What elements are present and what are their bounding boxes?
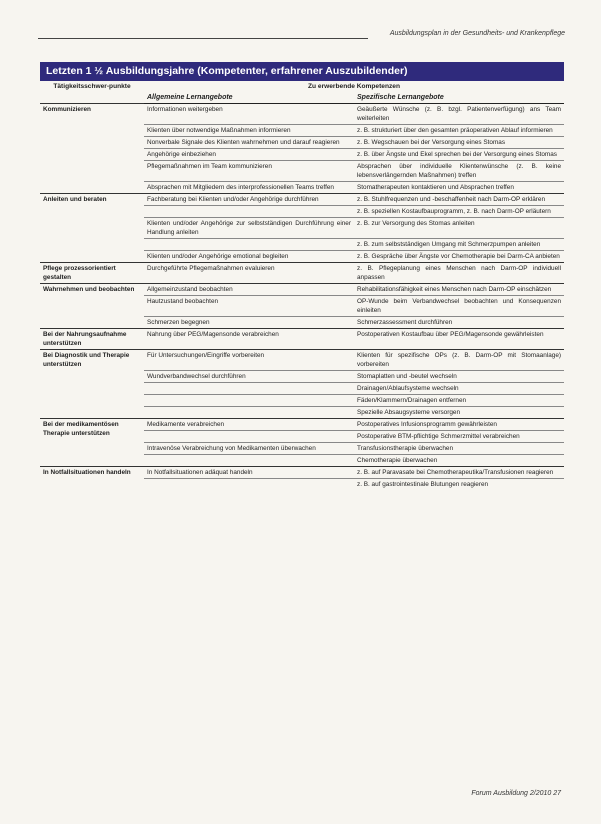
specific-offer-cell: Schmerzassessment durchführen xyxy=(354,317,564,329)
general-offer-cell: Für Untersuchungen/Eingriffe vorbereiten xyxy=(144,350,354,371)
activity-label: Bei der medikamentösen Therapie unterstützen xyxy=(40,419,144,467)
general-offer-cell xyxy=(144,407,354,419)
general-offer-cell xyxy=(144,395,354,407)
specific-offer-cell: Drainagen/Ablaufsysteme wechseln xyxy=(354,383,564,395)
specific-offer-cell: OP-Wunde beim Verbandwechsel beobachten und Konsequenzen einleiten xyxy=(354,296,564,317)
general-offer-cell: Medikamente verabreichen xyxy=(144,419,354,431)
general-offer-cell: Absprachen mit Mitgliedern des interprofessionellen Teams treffen xyxy=(144,182,354,194)
running-header: Ausbildungsplan in der Gesundheits- und Krankenpflege xyxy=(389,30,565,37)
general-offer-cell xyxy=(144,455,354,467)
activity-label: Bei der Nahrungsaufnahme unterstützen xyxy=(40,329,144,350)
activity-label: Kommunizieren xyxy=(40,104,144,194)
specific-offer-cell: Absprachen über individuelle Klientenwünsche (z. B. keine lebensverlängernden Maßnahmen) treffen xyxy=(354,161,564,182)
specific-offer-cell: z. B. auf gastrointestinale Blutungen reagieren xyxy=(354,479,564,491)
col2-header: Allgemeine Lernangebote xyxy=(144,92,354,104)
specific-offer-cell: z. B. speziellen Kostaufbauprogramm, z. B. nach Darm-OP erläutern xyxy=(354,206,564,218)
general-offer-cell: Klienten über notwendige Maßnahmen informieren xyxy=(144,125,354,137)
competency-table xyxy=(40,81,564,490)
general-offer-cell: Allgemeinzustand beobachten xyxy=(144,284,354,296)
header-rule xyxy=(38,38,368,39)
general-offer-cell: Nahrung über PEG/Magensonde verabreichen xyxy=(144,329,354,350)
section-title: Letzten 1 ½ Ausbildungsjahre (Kompetenter, erfahrener Auszubildender) xyxy=(40,62,564,81)
specific-offer-cell: Fäden/Klammern/Drainagen entfernen xyxy=(354,395,564,407)
specific-offer-cell: Spezielle Absaugsysteme versorgen xyxy=(354,407,564,419)
specific-offer-cell: Postoperatives Infusionsprogramm gewährleisten xyxy=(354,419,564,431)
general-offer-cell xyxy=(144,431,354,443)
table-row xyxy=(40,419,564,431)
activity-label: Bei Diagnostik und Therapie unterstützen xyxy=(40,350,144,419)
general-offer-cell xyxy=(144,239,354,251)
general-offer-cell: Fachberatung bei Klienten und/oder Angehörige durchführen xyxy=(144,194,354,206)
table-row xyxy=(40,194,564,206)
specific-offer-cell: Stomatherapeuten kontaktieren und Absprachen treffen xyxy=(354,182,564,194)
document-body xyxy=(40,62,564,490)
general-offer-cell: Hautzustand beobachten xyxy=(144,296,354,317)
activity-label: Wahrnehmen und beobachten xyxy=(40,284,144,329)
specific-offer-cell: z. B. auf Paravasate bei Chemotherapeutika/Transfusionen reagieren xyxy=(354,467,564,479)
general-offer-cell: Informationen weitergeben xyxy=(144,104,354,125)
specific-offer-cell: z. B. Wegschauen bei der Versorgung eines Stomas xyxy=(354,137,564,149)
specific-offer-cell: z. B. Gespräche über Ängste vor Chemotherapie bei Darm-CA anbieten xyxy=(354,251,564,263)
general-offer-cell: Nonverbale Signale des Klienten wahrnehmen und darauf reagieren xyxy=(144,137,354,149)
general-offer-cell: Durchgeführte Pflegemaßnahmen evaluieren xyxy=(144,263,354,284)
activity-label: Pflege prozessorientiert gestalten xyxy=(40,263,144,284)
general-offer-cell: Klienten und/oder Angehörige zur selbstständigen Durchführung einer Handlung anleiten xyxy=(144,218,354,239)
span-header: Zu erwerbende Kompetenzen xyxy=(308,83,400,90)
activity-label: Anleiten und beraten xyxy=(40,194,144,263)
general-offer-cell: Klienten und/oder Angehörige emotional begleiten xyxy=(144,251,354,263)
specific-offer-cell: Stomaplatten und -beutel wechseln xyxy=(354,371,564,383)
general-offer-cell xyxy=(144,479,354,491)
specific-offer-cell: Chemotherapie überwachen xyxy=(354,455,564,467)
general-offer-cell: Schmerzen begegnen xyxy=(144,317,354,329)
specific-offer-cell: z. B. zum selbstständigen Umgang mit Schmerzpumpen anleiten xyxy=(354,239,564,251)
specific-offer-cell: Postoperative BTM-pflichtige Schmerzmittel verabreichen xyxy=(354,431,564,443)
specific-offer-cell: Postoperativen Kostaufbau über PEG/Magensonde gewährleisten xyxy=(354,329,564,350)
table-row xyxy=(40,263,564,284)
general-offer-cell xyxy=(144,206,354,218)
specific-offer-cell: z. B. zur Versorgung des Stomas anleiten xyxy=(354,218,564,239)
general-offer-cell: In Notfallsituationen adäquat handeln xyxy=(144,467,354,479)
col1-header: Tätigkeitsschwer-punkte xyxy=(53,83,131,90)
specific-offer-cell: Rehabilitationsfähigkeit eines Menschen nach Darm-OP einschätzen xyxy=(354,284,564,296)
activity-label: In Notfallsituationen handeln xyxy=(40,467,144,491)
table-row xyxy=(40,329,564,350)
specific-offer-cell: z. B. strukturiert über den gesamten präoperativen Ablauf informieren xyxy=(354,125,564,137)
specific-offer-cell: z. B. Stuhlfrequenzen und -beschaffenheit nach Darm-OP erklären xyxy=(354,194,564,206)
general-offer-cell xyxy=(144,383,354,395)
table-row xyxy=(40,104,564,125)
page-footer: Forum Ausbildung 2/2010 27 xyxy=(471,790,561,797)
general-offer-cell: Wundverbandwechsel durchführen xyxy=(144,371,354,383)
specific-offer-cell: Transfusionstherapie überwachen xyxy=(354,443,564,455)
table-row xyxy=(40,284,564,296)
specific-offer-cell: Geäußerte Wünsche (z. B. bzgl. Patientenverfügung) ans Team weiterleiten xyxy=(354,104,564,125)
general-offer-cell: Pflegemaßnahmen im Team kommunizieren xyxy=(144,161,354,182)
col3-header: Spezifische Lernangebote xyxy=(354,92,564,104)
general-offer-cell: Intravenöse Verabreichung von Medikamenten überwachen xyxy=(144,443,354,455)
specific-offer-cell: z. B. Pflegeplanung eines Menschen nach Darm-OP individuell anpassen xyxy=(354,263,564,284)
specific-offer-cell: Klienten für spezifische OPs (z. B. Darm-OP mit Stomaanlage) vorbereiten xyxy=(354,350,564,371)
table-row xyxy=(40,467,564,479)
specific-offer-cell: z. B. über Ängste und Ekel sprechen bei der Versorgung eines Stomas xyxy=(354,149,564,161)
table-row xyxy=(40,350,564,371)
table-body xyxy=(40,104,564,491)
general-offer-cell: Angehörige einbeziehen xyxy=(144,149,354,161)
